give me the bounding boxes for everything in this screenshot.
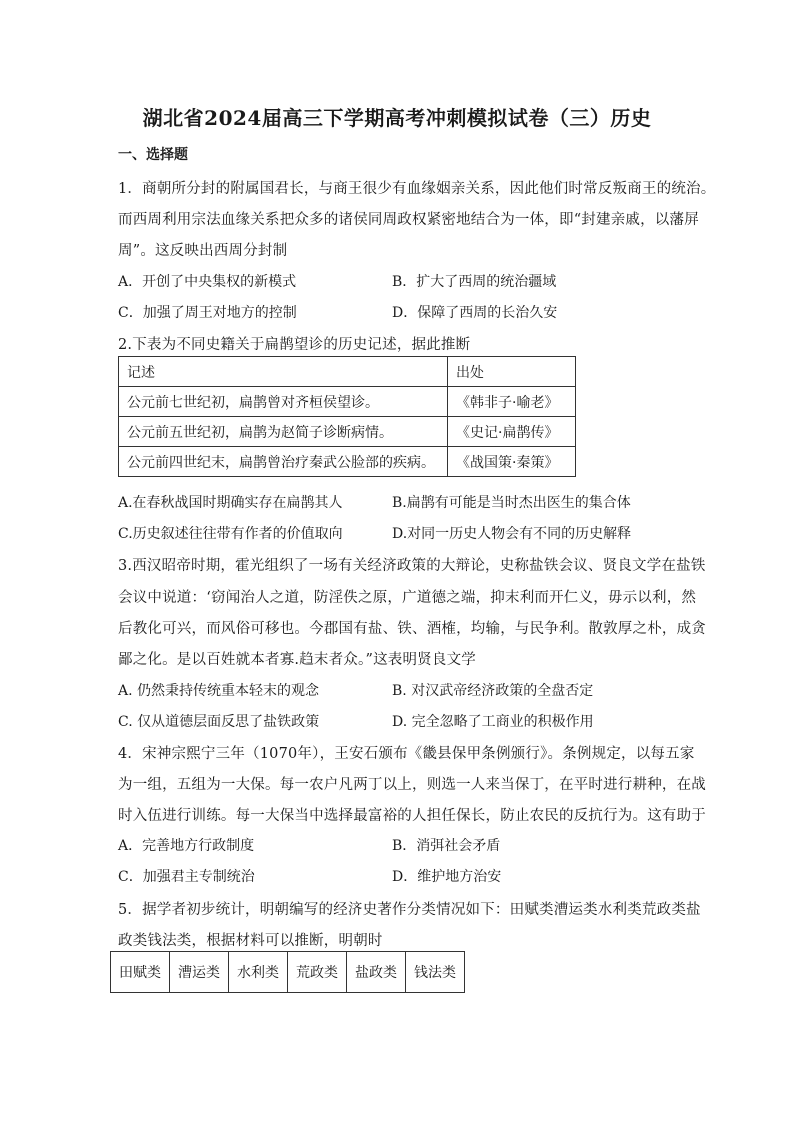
option-a: A. 仍然秉持传统重本轻末的观念 — [118, 683, 320, 699]
table-row — [111, 952, 465, 993]
option-c: C.历史叙述往往带有作者的价值取向 — [118, 526, 343, 542]
question-text-line: 为一组，五组为一大保。每一农户凡两丁以上，则选一人来当保丁，在平时进行耕种，在战 — [118, 777, 706, 793]
table-cell: 《韩非子·喻老》 — [448, 387, 576, 417]
table-row — [119, 387, 576, 417]
question-text-line: 5．据学者初步统计，明朝编写的经济史著作分类情况如下：田赋类漕运类水利类荒政类盐 — [118, 902, 701, 918]
option-c: C. 仅从道德层面反思了盐铁政策 — [118, 714, 320, 730]
question-text-line: 时入伍进行训练。每一大保当中选择最富裕的人担任保长，防止农民的反抗行为。这有助于 — [118, 808, 706, 824]
section-heading: 一、选择题 — [118, 147, 188, 163]
option-b: B.扁鹊有可能是当时杰出医生的集合体 — [392, 495, 631, 511]
option-d: D. 完全忽略了工商业的积极作用 — [392, 714, 594, 730]
question-text-line: 4．宋神宗熙宁三年（1070年），王安石颁布《畿县保甲条例颁行》。条例规定，以每五家 — [118, 746, 695, 762]
table-cell: 漕运类 — [170, 952, 229, 993]
question-text-line: 后教化可兴，而风俗可移也。今郡国有盐、铁、酒榷，均输，与民争利。散敦厚之朴，成贪 — [118, 621, 706, 637]
table-row — [119, 417, 576, 447]
question-text-line: 2.下表为不同史籍关于扁鹊望诊的历史记述，据此推断 — [118, 337, 471, 353]
option-a: A．完善地方行政制度 — [118, 838, 255, 854]
question-text-line: 1．商朝所分封的附属国君长，与商王很少有血缘姻亲关系，因此他们时常反叛商王的统治。 — [118, 181, 716, 197]
question-text-line: 鄙之化。是以百姓就本者寡.趋末者众。”这表明贤良文学 — [118, 652, 476, 668]
table-cell: 《战国策·秦策》 — [448, 447, 576, 477]
question-text-line: 政类钱法类，根据材料可以推断，明朝时 — [118, 933, 383, 949]
question-text-line: 而西周利用宗法血缘关系把众多的诸侯同周政权紧密地结合为一体，即“封建亲戚，以藩屏 — [118, 212, 699, 228]
question-text-line: 周”。这反映出西周分封制 — [118, 243, 288, 259]
history-records-table — [118, 356, 576, 477]
table-cell: 田赋类 — [111, 952, 170, 993]
table-cell: 钱法类 — [406, 952, 465, 993]
option-c: C．加强了周王对地方的控制 — [118, 305, 297, 321]
table-header-row — [119, 357, 576, 387]
option-a: A.在春秋战国时期确实存在扁鹊其人 — [118, 495, 343, 511]
option-c: C．加强君主专制统治 — [118, 869, 255, 885]
table-header-cell: 记述 — [119, 357, 448, 387]
option-b: B. 对汉武帝经济政策的全盘否定 — [392, 683, 594, 699]
option-a: A．开创了中央集权的新模式 — [118, 274, 297, 290]
option-d: D.对同一历史人物会有不同的历史解释 — [392, 526, 632, 542]
table-cell: 公元前七世纪初，扁鹊曾对齐桓侯望诊。 — [119, 387, 448, 417]
page-title: 湖北省2024届高三下学期高考冲刺模拟试卷（三）历史 — [142, 106, 652, 130]
table-cell: 水利类 — [229, 952, 288, 993]
option-d: D．保障了西周的长治久安 — [392, 305, 558, 321]
option-d: D．维护地方治安 — [392, 869, 502, 885]
table-cell: 《史记·扁鹊传》 — [448, 417, 576, 447]
question-text-line: 3.西汉昭帝时期，霍光组织了一场有关经济政策的大辩论，史称盐铁会议、贤良文学在盐铁 — [118, 558, 706, 574]
table-row — [119, 447, 576, 477]
table-header-cell: 出处 — [448, 357, 576, 387]
table-cell: 盐政类 — [347, 952, 406, 993]
question-text-line: 会议中说道：‘窃闻治人之道，防淫佚之原，广道德之端，抑末利而开仁义，毋示以利，然 — [118, 590, 697, 606]
option-b: B．扩大了西周的统治疆域 — [392, 274, 557, 290]
option-b: B．消弭社会矛盾 — [392, 838, 501, 854]
table-cell: 公元前四世纪末，扁鹊曾治疗秦武公脸部的疾病。 — [119, 447, 448, 477]
table-cell: 荒政类 — [288, 952, 347, 993]
economic-history-categories-table — [110, 951, 465, 993]
table-cell: 公元前五世纪初，扁鹊为赵简子诊断病情。 — [119, 417, 448, 447]
